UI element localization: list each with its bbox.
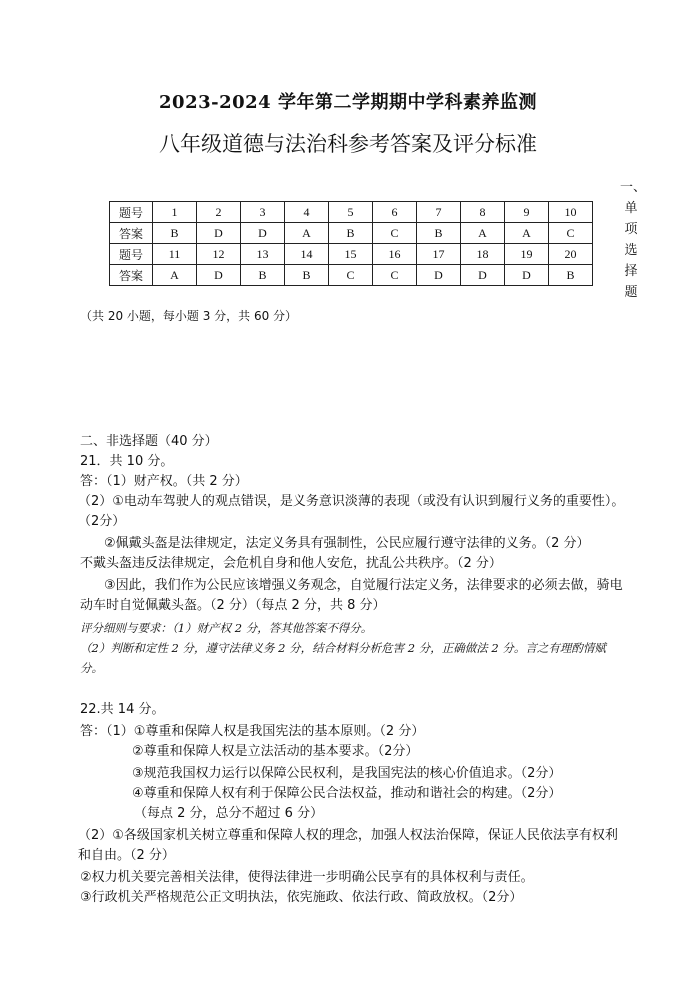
table-row — [110, 202, 593, 223]
answer-table — [109, 201, 593, 286]
section1-label-char: 一、 — [620, 180, 647, 195]
table-cell: C — [329, 265, 373, 286]
q21-answer-2: （2）①电动车驾驶人的观点错误，是义务意识淡薄的表现（或没有认识到履行义务的重要性）。（2分） — [78, 494, 625, 529]
section1-score-note: （共 20 小题，每小题 3 分，共 60 分） — [80, 309, 298, 323]
table-cell: D — [461, 265, 505, 286]
q22-answer-1: 答：（1）①尊重和保障人权是我国宪法的基本原则。（2 分） — [80, 724, 425, 739]
row-header: 答案 — [110, 265, 153, 286]
q22-answer-3: ③规范我国权力运行以保障公民权利，是我国宪法的核心价值追求。（2分） — [132, 766, 562, 781]
table-cell: D — [241, 223, 285, 244]
table-cell: 2 — [197, 202, 241, 223]
table-cell: B — [241, 265, 285, 286]
q22-heading: 22.共 14 分。 — [80, 702, 165, 717]
section1-label-char: 选 — [624, 243, 638, 258]
table-cell: 14 — [285, 244, 329, 265]
table-cell: A — [505, 223, 549, 244]
table-cell: 9 — [505, 202, 549, 223]
row-header: 答案 — [110, 223, 153, 244]
title-line-2: 八年级道德与法治科参考答案及评分标准 — [159, 132, 537, 156]
section1-label-char: 单 — [624, 201, 638, 216]
table-cell: C — [373, 265, 417, 286]
table-cell: 6 — [373, 202, 417, 223]
table-cell: 12 — [197, 244, 241, 265]
table-cell: D — [505, 265, 549, 286]
table-cell: 8 — [461, 202, 505, 223]
row-header: 题号 — [110, 244, 153, 265]
row-header: 题号 — [110, 202, 153, 223]
q22-answer-6: ②权力机关要完善相关法律，使得法律进一步明确公民享有的具体权利与责任。 — [80, 870, 534, 885]
table-cell: 18 — [461, 244, 505, 265]
table-row — [110, 223, 593, 244]
table-cell: 10 — [549, 202, 593, 223]
section1-label-char: 项 — [624, 222, 638, 237]
table-cell: B — [285, 265, 329, 286]
q22-answer-4: ④尊重和保障人权有利于保障公民合法权益，推动和谐社会的构建。（2分） — [132, 786, 562, 801]
table-cell: 3 — [241, 202, 285, 223]
table-cell: C — [373, 223, 417, 244]
table-cell: B — [153, 223, 197, 244]
table-cell: 20 — [549, 244, 593, 265]
table-cell: A — [461, 223, 505, 244]
table-cell: 4 — [285, 202, 329, 223]
q21-scoring-rule-2: （2）判断和定性 2 分，遵守法律义务 2 分，结合材料分析危害 2 分，正确做法 2 分。言之有理酌情赋分。 — [80, 641, 606, 675]
table-cell: 13 — [241, 244, 285, 265]
table-cell: A — [285, 223, 329, 244]
table-cell: B — [549, 265, 593, 286]
table-cell: 7 — [417, 202, 461, 223]
section1-label-char: 题 — [624, 285, 638, 300]
table-cell: D — [417, 265, 461, 286]
q21-answer-1: 答：（1）财产权。（共 2 分） — [80, 474, 248, 489]
table-cell: 1 — [153, 202, 197, 223]
q22-answer-note: （每点 2 分，总分不超过 6 分） — [134, 806, 324, 821]
q22-answer-2: ②尊重和保障人权是立法活动的基本要求。（2分） — [132, 744, 419, 759]
table-cell: 11 — [153, 244, 197, 265]
q21-scoring-rule-1: 评分细则与要求：（1）财产权 2 分，答其他答案不得分。 — [80, 621, 373, 635]
section1-vertical-label — [620, 177, 647, 303]
table-cell: 5 — [329, 202, 373, 223]
table-cell: D — [197, 223, 241, 244]
table-cell: 16 — [373, 244, 417, 265]
table-cell: B — [417, 223, 461, 244]
table-cell: D — [197, 265, 241, 286]
table-cell: B — [329, 223, 373, 244]
table-cell: 15 — [329, 244, 373, 265]
section1-label-char: 择 — [624, 264, 638, 279]
q21-heading: 21．共 10 分。 — [80, 454, 174, 469]
q21-answer-2d: ③因此，我们作为公民应该增强义务观念，自觉履行法定义务，法律要求的必须去做，骑电动车时自觉佩戴头盔。（2 分）（每点 2 分，共 8 分） — [80, 578, 623, 613]
q22-answer-5: （2）①各级国家机关树立尊重和保障人权的理念，加强人权法治保障，保证人民依法享有权利和自由。（2 分） — [78, 828, 618, 863]
q22-answer-7: ③行政机关严格规范公正文明执法，依宪施政、依法行政、简政放权。（2分） — [80, 890, 523, 905]
table-row — [110, 265, 593, 286]
q21-answer-2c: 不戴头盔违反法律规定，会危机自身和他人安危，扰乱公共秩序。（2 分） — [80, 556, 502, 571]
title-line-1: 2023-2024 学年第二学期期中学科素养监测 — [159, 92, 537, 113]
table-cell: C — [549, 223, 593, 244]
table-cell: 17 — [417, 244, 461, 265]
table-row — [110, 244, 593, 265]
q21-answer-2b: ②佩戴头盔是法律规定，法定义务具有强制性，公民应履行遵守法律的义务。（2 分） — [104, 536, 590, 551]
table-cell: 19 — [505, 244, 549, 265]
table-cell: A — [153, 265, 197, 286]
section2-heading: 二、非选择题（40 分） — [80, 434, 218, 449]
